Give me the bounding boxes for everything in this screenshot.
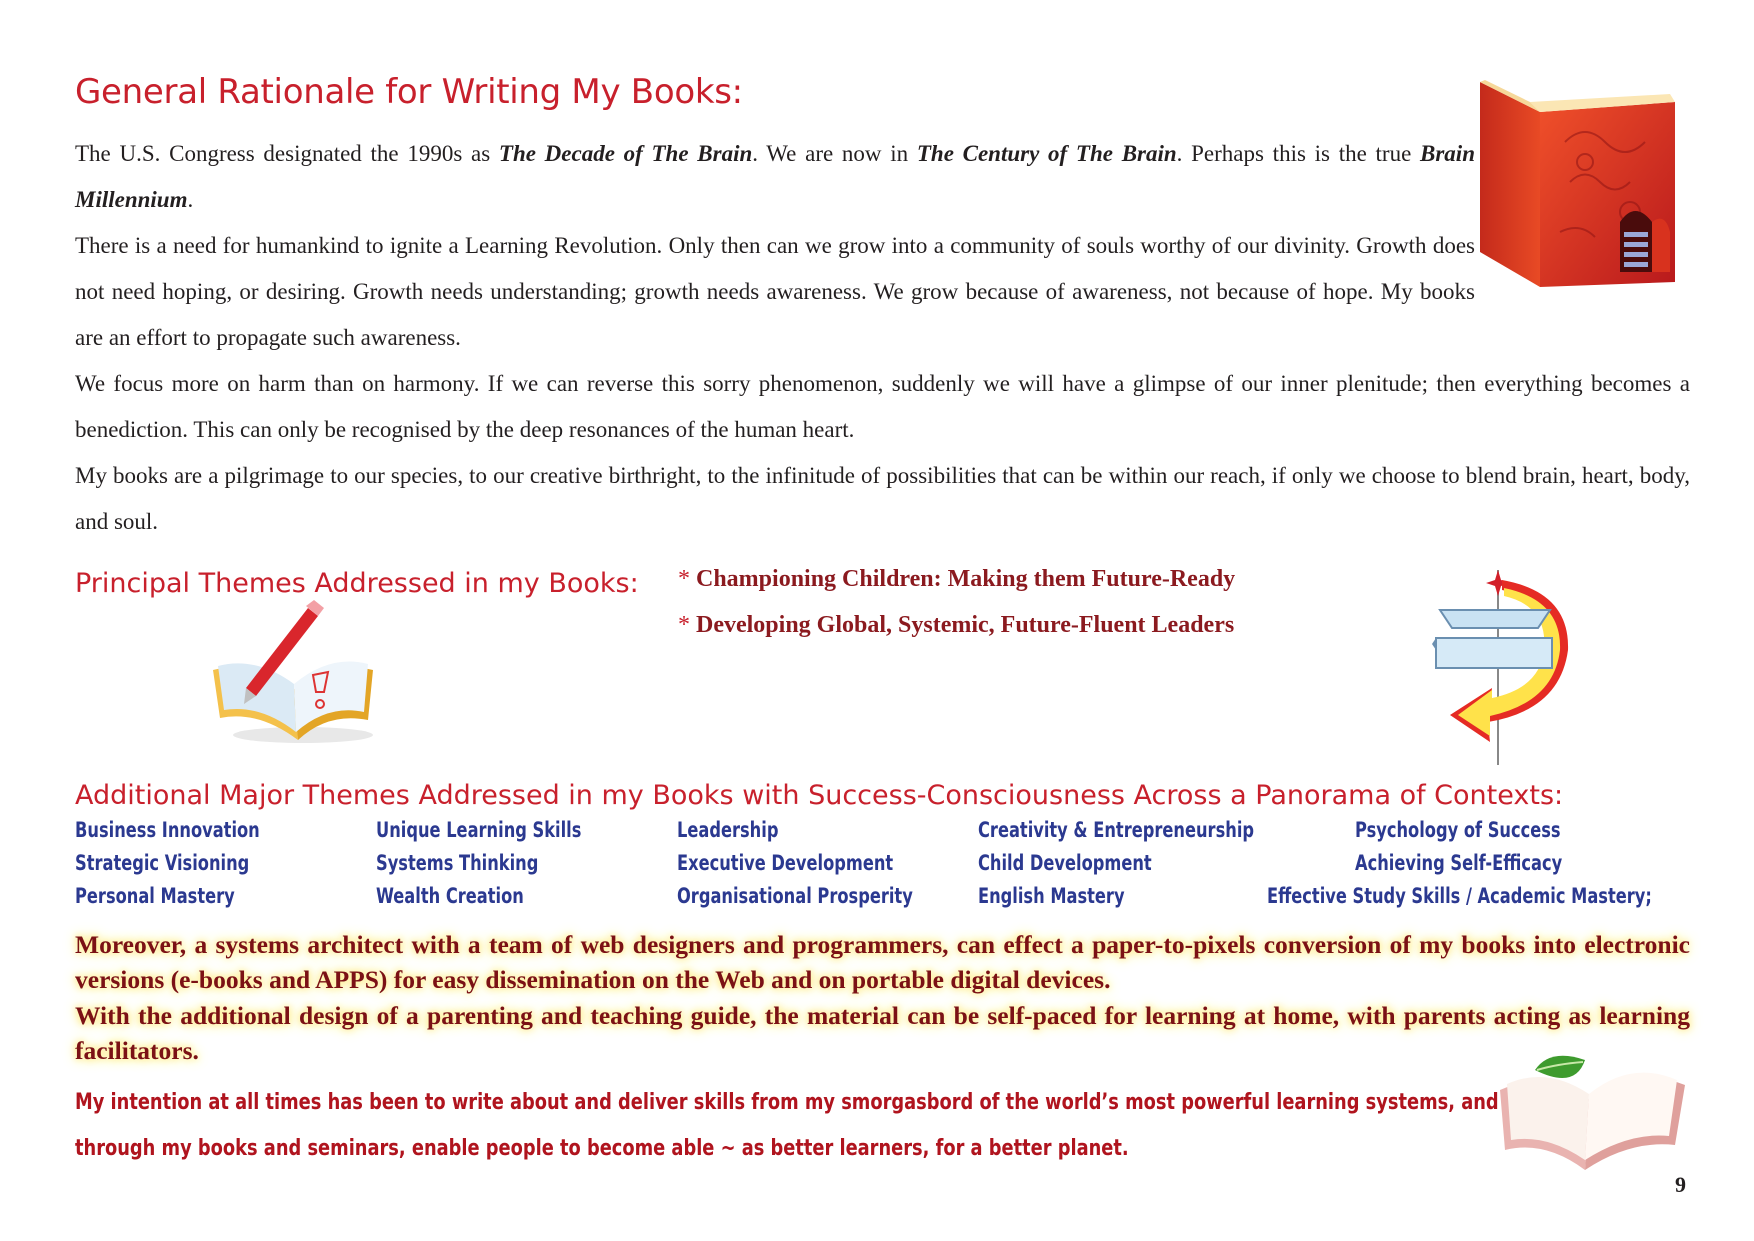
intro-text: . We are now in <box>752 141 917 166</box>
page-title: General Rationale for Writing My Books: <box>75 72 743 112</box>
intro-text: . <box>187 187 194 212</box>
skill-item: Organisational Prosperity <box>677 884 913 908</box>
bullet-star: * <box>678 566 690 592</box>
skill-item: English Mastery <box>978 884 1125 908</box>
skill-item: Business Innovation <box>75 818 260 842</box>
principal-theme-item <box>678 612 1234 639</box>
bullet-star: * <box>678 612 690 638</box>
moreover-paragraph: Moreover, a systems architect with a team of web designers and programmers, can effect a paper-to-pixels conversion of my books into electronic versions (e-books and APPS) for easy dissemination on the Web and on portable digital devices. <box>75 930 1690 994</box>
principal-theme-label: Championing Children: Making them Future-Ready <box>696 566 1236 592</box>
brain-millennium-phrase: Brain Millennium <box>75 141 1475 212</box>
skill-item: Wealth Creation <box>376 884 524 908</box>
skill-item: Systems Thinking <box>376 851 539 875</box>
skill-item: Psychology of Success <box>1355 818 1561 842</box>
skill-item: Executive Development <box>677 851 894 875</box>
intro-text: The U.S. Congress designated the 1990s as <box>75 141 499 166</box>
skill-item: Personal Mastery <box>75 884 235 908</box>
principal-themes-heading: Principal Themes Addressed in my Books: <box>75 568 639 599</box>
intro-text: . Perhaps this is the true <box>1176 141 1421 166</box>
principal-theme-item <box>678 566 1235 593</box>
intention-paragraph: My intention at all times has been to write about and deliver skills from my smorgasbord of the world’s most powerful learning systems, and through my books and seminars, enable people to become able ~ as better learners, for a better planet. <box>75 1090 1499 1161</box>
skill-item: Achieving Self-Efficacy <box>1355 851 1563 875</box>
skill-item: Child Development <box>978 851 1152 875</box>
open-book-leaf-icon <box>1495 1040 1690 1175</box>
skill-item: Unique Learning Skills <box>376 818 582 842</box>
century-of-brain-phrase: The Century of The Brain <box>916 141 1177 166</box>
intro-paragraph-4: My books are a pilgrimage to our species, to our creative birthright, to the infinitude of possibilities that can be within our reach, if only we choose to blend brain, heart, body, and soul. <box>75 463 1690 534</box>
signpost-arrow-icon <box>1430 570 1570 765</box>
intro-paragraph-2: There is a need for humankind to ignite a Learning Revolution. Only then can we grow into a community of souls worthy of our divinity. Growth does not need hoping, or desiring. Growth needs understanding; growth needs awareness. We grow because of awareness, not because of hope. My books are an effort to propagate such awareness. <box>75 233 1475 350</box>
intro-paragraph-1 <box>75 131 1475 223</box>
decade-of-brain-phrase: The Decade of The Brain <box>498 141 753 166</box>
principal-theme-label: Developing Global, Systemic, Future-Fluent Leaders <box>696 612 1235 638</box>
skill-item: Creativity & Entrepreneurship <box>978 818 1255 842</box>
skill-item: Leadership <box>677 818 779 842</box>
page-number: 9 <box>1675 1172 1686 1197</box>
intro-paragraph-3: We focus more on harm than on harmony. If we can reverse this sorry phenomenon, suddenly we will have a glimpse of our inner plenitude; then everything becomes a benediction. This can only be recognised by the deep resonances of the human heart. <box>75 371 1690 442</box>
skill-item: Effective Study Skills / Academic Mastery; <box>1267 884 1652 908</box>
additional-themes-heading: Additional Major Themes Addressed in my Books with Success-Consciousness Across a Panorama of Contexts: <box>75 780 1564 811</box>
skill-item: Strategic Visioning <box>75 851 250 875</box>
red-book-door-icon <box>1470 72 1695 292</box>
pen-on-book-icon <box>208 600 383 750</box>
additional-design-paragraph: With the additional design of a parenting and teaching guide, the material can be self-paced for learning at home, with parents acting as learning facilitators. <box>75 1001 1690 1065</box>
